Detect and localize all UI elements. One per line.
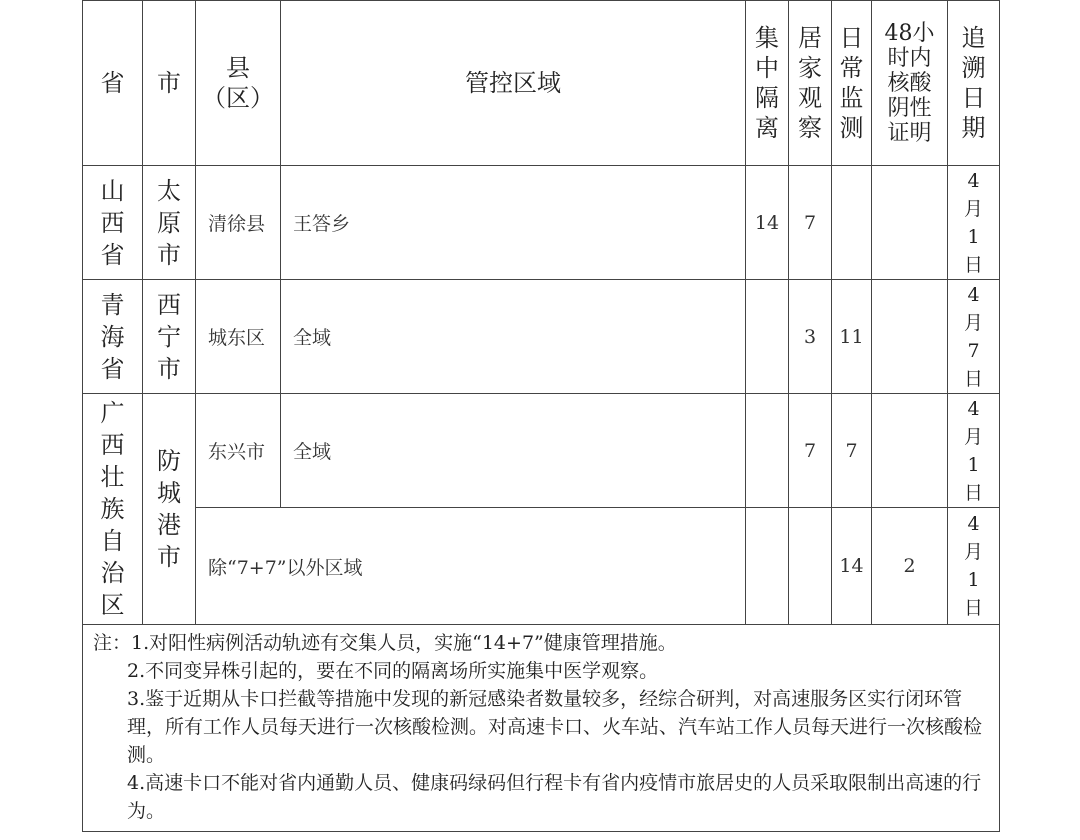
row-home: 7 xyxy=(789,394,832,508)
header-area: 管控区域 xyxy=(281,1,746,166)
row-home xyxy=(789,508,832,625)
row-area: 除“7+7”以外区域 xyxy=(196,508,746,625)
note-4: 4.高速卡口不能对省内通勤人员、健康码绿码但行程卡有省内疫情市旅居史的人员采取限制出高速的行为。 xyxy=(127,772,982,822)
row-trace: 4月1日 xyxy=(963,397,983,504)
row-centralized: 14 xyxy=(746,166,789,280)
row-daily: 14 xyxy=(832,508,872,625)
note-1: 注：1.对阳性病例活动轨迹有交集人员，实施“14+7”健康管理措施。 xyxy=(93,632,677,654)
row-city: 防城港市 xyxy=(156,447,181,571)
table-row xyxy=(83,280,1000,394)
header-daily: 日常监测 xyxy=(839,24,864,142)
row-nat48 xyxy=(872,394,948,508)
control-area-table xyxy=(82,0,1000,832)
header-centralized: 集中隔离 xyxy=(754,24,779,142)
row-city: 西宁市 xyxy=(156,290,181,383)
row-centralized xyxy=(746,508,789,625)
header-nat48: 48小时内核酸阴性证明 xyxy=(884,20,935,146)
header-county: 县（区） xyxy=(201,54,274,112)
header-home: 居家观察 xyxy=(797,24,822,142)
row-county: 清徐县 xyxy=(196,166,281,280)
notes-cell xyxy=(83,625,1000,832)
row-province: 青海省 xyxy=(100,290,125,383)
row-nat48 xyxy=(872,166,948,280)
row-home: 3 xyxy=(789,280,832,394)
table-row xyxy=(83,166,1000,280)
row-county: 东兴市 xyxy=(196,394,281,508)
row-daily: 11 xyxy=(832,280,872,394)
row-nat48: 2 xyxy=(872,508,948,625)
note-3: 3.鉴于近期从卡口拦截等措施中发现的新冠感染者数量较多，经综合研判，对高速服务区实行闭环管理，所有工作人员每天进行一次核酸检测。对高速卡口、火车站、汽车站工作人员每天进行一次核酸检测。 xyxy=(127,688,983,766)
row-centralized xyxy=(746,280,789,394)
row-area: 王答乡 xyxy=(281,166,746,280)
row-city: 太原市 xyxy=(156,176,181,269)
row-home: 7 xyxy=(789,166,832,280)
note-2: 2.不同变异株引起的，要在不同的隔离场所实施集中医学观察。 xyxy=(127,660,659,682)
table-row xyxy=(83,394,1000,508)
row-trace: 4月1日 xyxy=(963,169,983,276)
header-row xyxy=(83,1,1000,166)
header-province: 省 xyxy=(83,1,143,166)
row-area: 全域 xyxy=(281,280,746,394)
row-area: 全域 xyxy=(281,394,746,508)
row-trace: 4月7日 xyxy=(963,283,983,390)
row-daily xyxy=(832,166,872,280)
row-county: 城东区 xyxy=(196,280,281,394)
notes-row xyxy=(83,625,1000,832)
document xyxy=(82,0,999,832)
row-nat48 xyxy=(872,280,948,394)
header-trace: 追溯日期 xyxy=(961,24,986,142)
header-city: 市 xyxy=(143,1,196,166)
row-centralized xyxy=(746,394,789,508)
table-row xyxy=(83,508,1000,625)
row-province: 广西壮族自治区 xyxy=(100,399,125,619)
row-province: 山西省 xyxy=(100,176,125,269)
row-daily: 7 xyxy=(832,394,872,508)
row-trace: 4月1日 xyxy=(963,513,983,619)
